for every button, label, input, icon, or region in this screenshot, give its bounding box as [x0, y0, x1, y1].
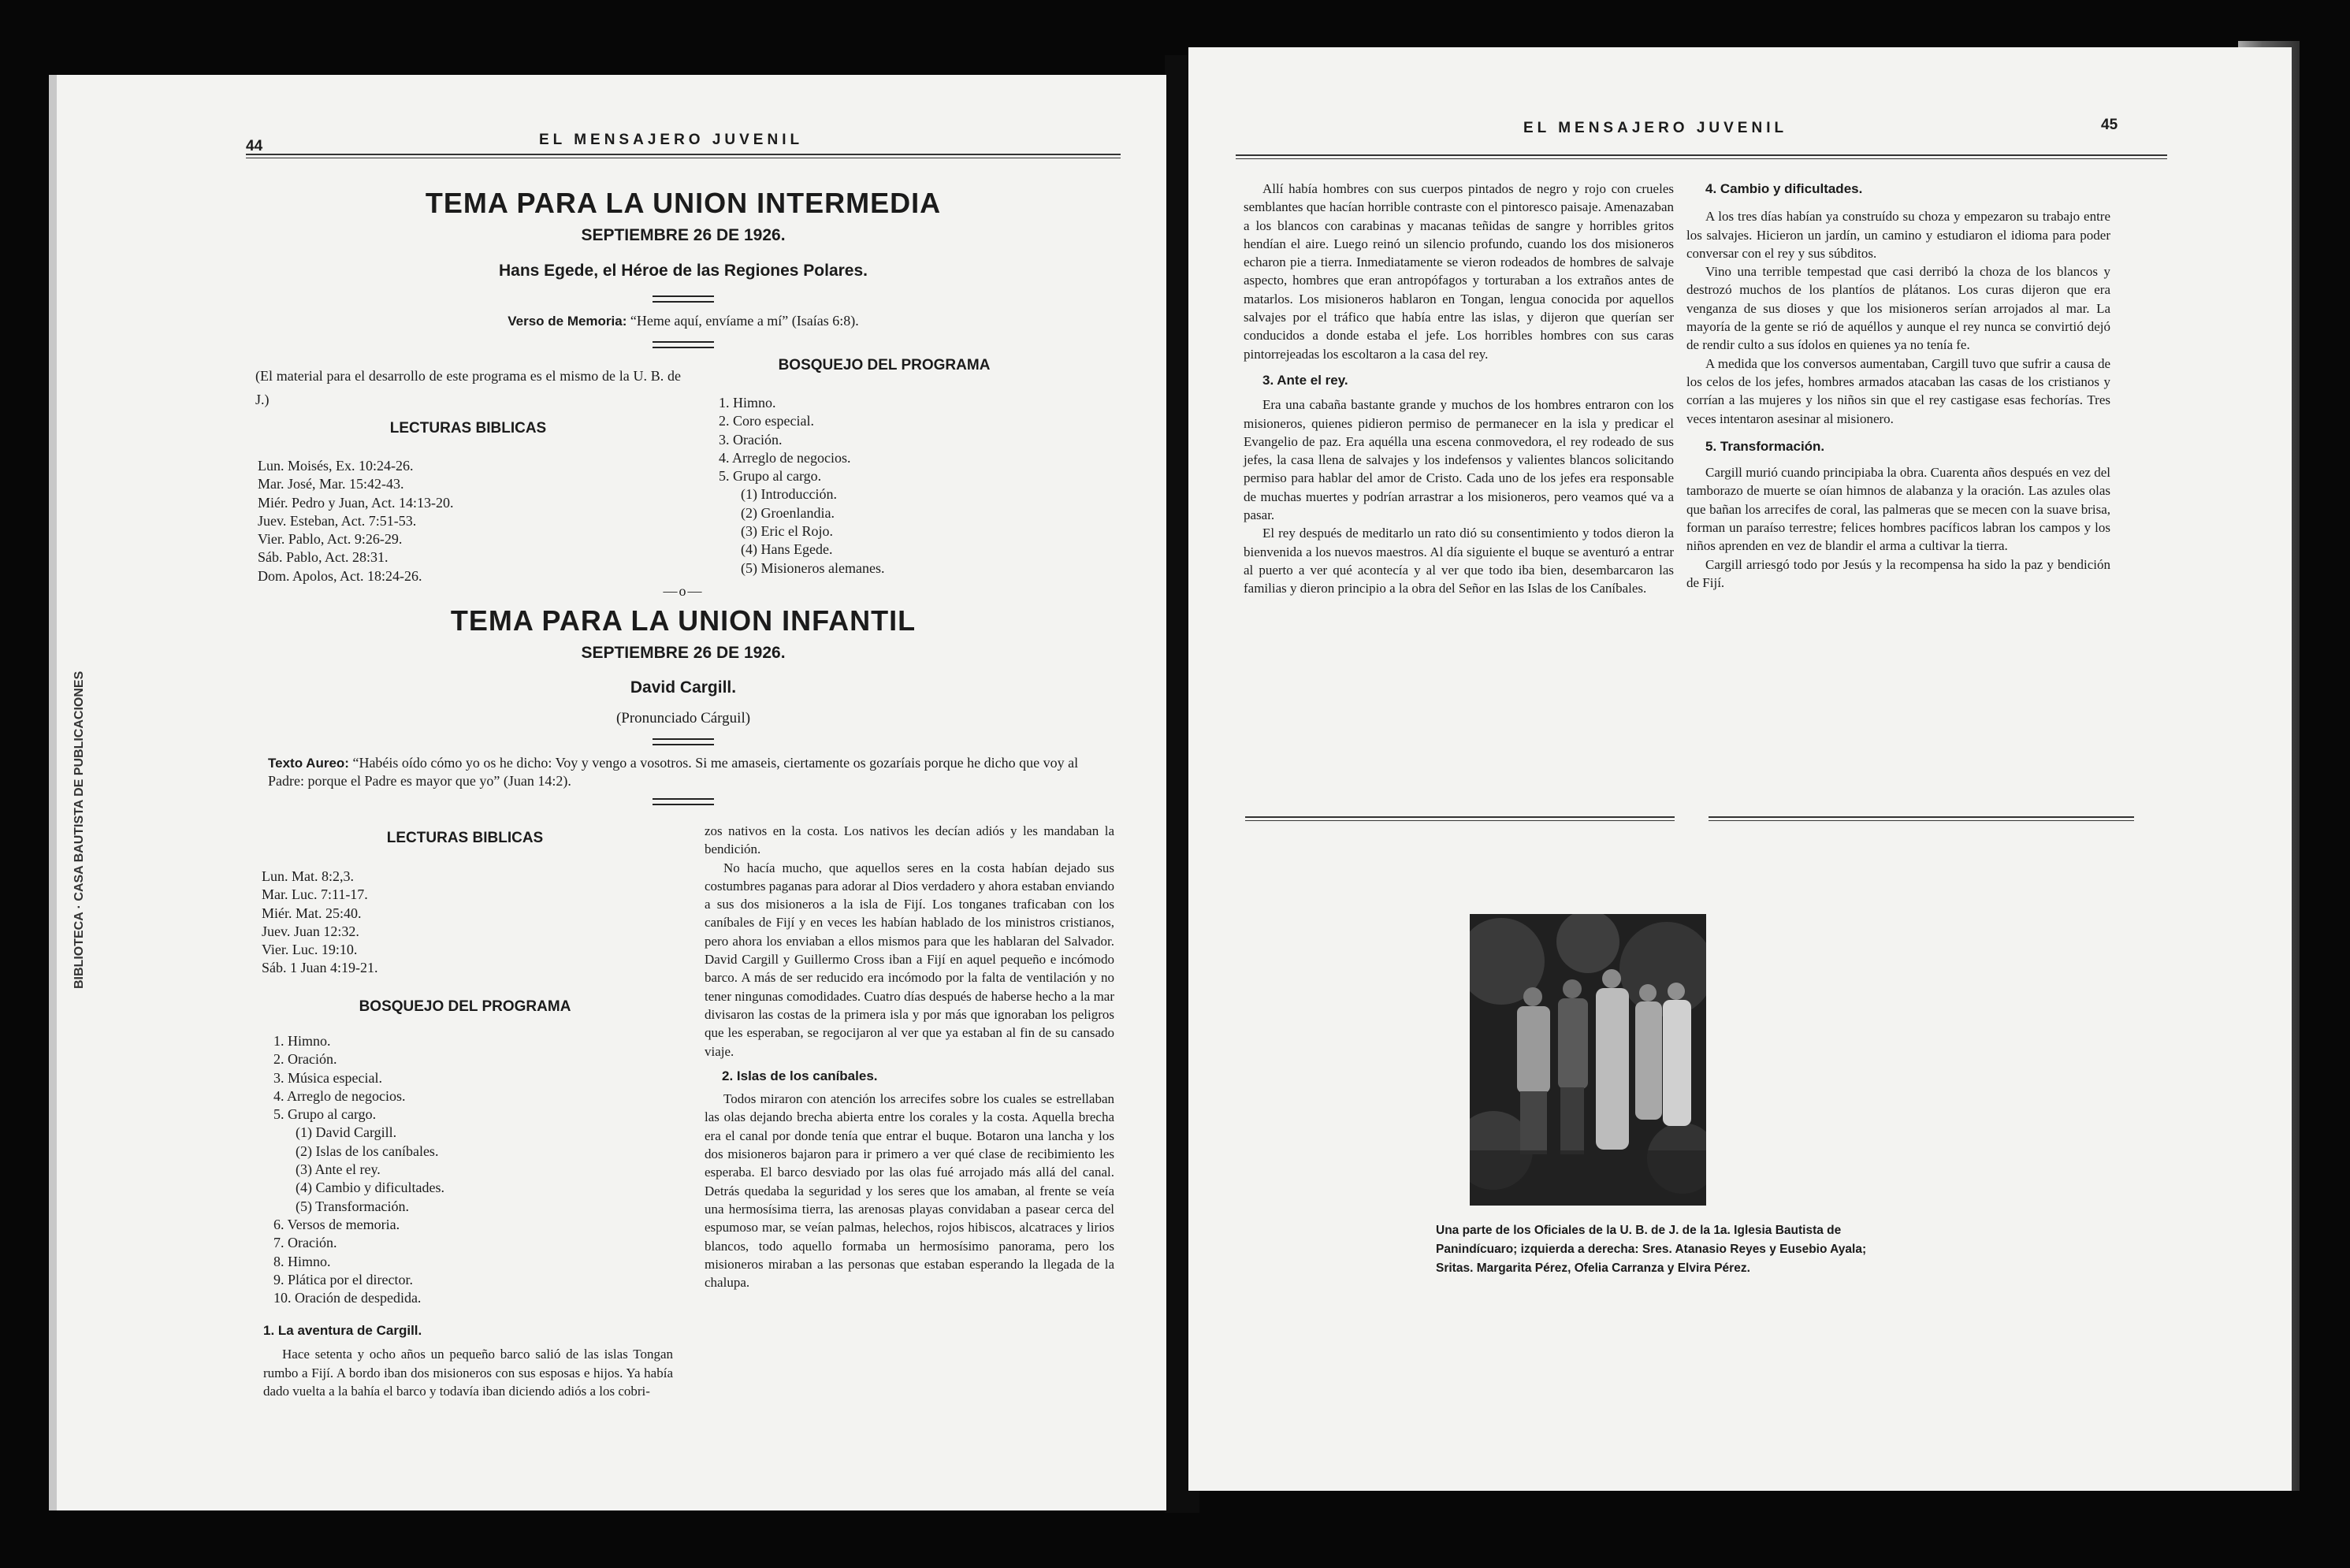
right-col1-story: [1244, 180, 1674, 598]
intermedia-subject: Hans Egede, el Héroe de las Regiones Polares.: [498, 262, 868, 280]
infantil-outline-list: [273, 1032, 667, 1307]
r-col2-paragraph-3: A medida que los conversos aumentaban, Cargill tuvo que sufrir a causa de los celos de los jefes, hombres armados atacaban las casas de los cristianos y corrían a las mujeres y los niños sin que el rey castigase esas fechorías. Tres veces intentaron asesinar al misionero.: [1686, 355, 2110, 426]
end-rule-right: [1709, 816, 2134, 821]
right-column-story: [705, 822, 1114, 1291]
golden-text-label: Texto Aureo:: [268, 756, 349, 771]
section4-heading: 4. Cambio y dificultades.: [1705, 181, 1863, 196]
section2-heading: 2. Islas de los caníbales.: [722, 1068, 878, 1083]
page-number: 45: [2101, 117, 2118, 133]
list-item: Dom. Apolos, Act. 18:24-26.: [258, 567, 422, 584]
section1-heading: 1. La aventura de Cargill.: [263, 1323, 422, 1338]
col2-paragraph-3: Todos miraron con atención los arrecifes sobre los cuales se estrellaban las olas dejando brecha abierta entre los corales y la costa. Aquella brecha era el canal por donde tenía que entrar el buque. Botaron una lancha y los dos misioneros bajaron para ir primero a ver qué clase de recibimiento les esperaba. El barco desviado por las olas fué arrojado más allá del canal. Detrás quedaba la seguridad y los seres que los amaban, al frente se veía una hermosísima tierra, las arenosas playas convidaban a pasear cerca del espumoso mar, se veían palmas, helechos, rojos hibiscos, alcatraces y lirios blancos, todo aquello formaba un hermosísimo panorama, pero los misioneros miraban a las personas que estaban esperando la llegada de la chalupa.: [705, 1091, 1114, 1291]
r-col2-paragraph-2: Vino una terrible tempestad que casi derribó la choza de los blancos y destrozó muchos de los plantíos de plátanos. Los curas dijeron que era venganza de sus dioses y que los misioneros serían arrojados al mar. La mayoría de la gente se rió de aquéllos y aunque el rey nunca se convirtió dejó de rendir culto a sus ídolos en quienes ya no tenía fe.: [1686, 264, 2110, 353]
list-item: 9. Plática por el director.: [273, 1271, 413, 1287]
golden-text-body: “Habéis oído cómo yo os he dicho: Voy y vengo a vosotros. Si me amaseis, ciertamente os gozaríais porque he dicho que voy al Padre: porque el Padre es mayor que yo” (Juan 14:2).: [268, 755, 1079, 789]
list-item: Lun. Mat. 8:2,3.: [262, 868, 354, 884]
section5-heading: 5. Transformación.: [1705, 438, 1825, 454]
list-item: Sáb. Pablo, Act. 28:31.: [258, 549, 389, 566]
list-item: 1. Himno.: [273, 1033, 331, 1049]
intermedia-date: SEPTIEMBRE 26 DE 1926.: [581, 226, 786, 244]
left-page: [49, 75, 1166, 1510]
golden-text-rule: [653, 798, 714, 805]
r-col1-paragraph-1: Allí había hombres con sus cuerpos pintados de negro y rojo con crueles semblantes que hacían horrible contraste con el pintoresco paisaje. Amenazaban a los blancos con carabinas y macanas teñidas de sangre y horribles gritos hendían el aire. Luego reinó un silencio profundo, cuando los dos misioneros echaron pie a tierra. Inmediatamente se vieron rodeados de hombres de salvaje aspecto, hombres que eran antropófagos y torturaban a los extraños antes de matarlos. Los misioneros hablaron en Tongan, lengua conocida por aquellos salvajes por el tráfico que había entre las islas, y dijeron que querían ser conducidos a donde estaba el jefe. Los horribles hombres con sus caras pintorrejeadas los escoltaron a la casa del rey.: [1244, 181, 1674, 362]
list-item: Mar. José, Mar. 15:42-43.: [258, 476, 404, 492]
list-item: Miér. Pedro y Juan, Act. 14:13-20.: [258, 494, 454, 511]
photo-image: [1470, 914, 1706, 1206]
list-item: Juev. Esteban, Act. 7:51-53.: [258, 512, 417, 529]
r-col2-paragraph-4: Cargill murió cuando principiaba la obra. Cuarenta años después en vez del tamborazo de muerte se oían himnos de alabanza y la oración. Las azules olas que bañan los arrecifes de coral, las palmeras que se mecen con la suave brisa, forman un paraíso terrestre; felices hombres pacíficos labran los campos y los niños aprenden en vez de blandir el arma a cultivar la tierra.: [1686, 465, 2110, 554]
intermedia-readings-list: [258, 457, 652, 585]
title-rule: [653, 295, 714, 303]
infantil-title: TEMA PARA LA UNION INFANTIL: [450, 604, 917, 637]
golden-text: [268, 754, 1103, 790]
end-rule-left: [1245, 816, 1675, 821]
r-col2-paragraph-5: Cargill arriesgó todo por Jesús y la recompensa ha sido la paz y bendición de Fijí.: [1686, 556, 2110, 590]
verse-rule: [653, 341, 714, 348]
list-item: (3) Ante el rey.: [296, 1161, 381, 1178]
list-item: 3. Oración.: [719, 431, 783, 448]
header-rule: [246, 154, 1121, 158]
list-item: Sáb. 1 Juan 4:19-21.: [262, 960, 378, 976]
section-separator: —o—: [663, 583, 704, 599]
left-column-story: [263, 1321, 673, 1400]
list-item: Miér. Mat. 25:40.: [262, 905, 362, 921]
list-item: (2) Groenlandia.: [741, 504, 835, 521]
col2-paragraph-2: No hacía mucho, que aquellos seres en la costa habían dejado sus costumbres paganas para adorar al Dios verdadero y ahora estaban enviando a sus dos misioneros a la isla de Fijí. Los tonganes traficaban con los caníbales de Fijí y en veces les habían hablado de los ministros cristianos, pero ahora los enviaban a ellos mismos para que les hablaran del Salvador. David Cargill y Guillermo Cross iban a Fijí en aquel pequeño e incómodo barco. A más de ser reducido era incómodo por la falta de ventilación y no tener ningunas comodidades. Cuatro días después de haberse hecho a la mar divisaron las costas de la primera isla y por más que ignoraban los peligros que les esperaban, se regocijaron al ver que ya estaban al fin de su cansado viaje.: [705, 860, 1114, 1059]
list-item: Vier. Luc. 19:10.: [262, 942, 358, 958]
list-item: Vier. Pablo, Act. 9:26-29.: [258, 531, 403, 548]
list-item: 4. Arreglo de negocios.: [273, 1087, 406, 1104]
list-item: Juev. Juan 12:32.: [262, 923, 359, 939]
officers-photo: [1470, 914, 1706, 1206]
running-head: EL MENSAJERO JUVENIL: [1523, 120, 1788, 136]
r-col1-paragraph-2: Era una cabaña bastante grande y muchos de los hombres entraron con los misioneros, quienes pidieron permiso de permanecer en la isla y predicar el Evangelio de paz. Era aquélla una escena conmovedora, el rey rodeado de sus jefes, la casa llena de salvajes y los indefensos y valientes blancos solicitando permiso para hablar del amor de Cristo. Cada uno de los jefes era responsable de muchas muertes y podrían arrastrar a los misioneros, pero veamos qué va a pasar.: [1244, 397, 1674, 523]
r-col1-paragraph-3: El rey después de meditarlo un rato dió su consentimiento y todos dieron la bienvenida a los nuevos maestros. Al día siguiente el buque se aventuró a entrar al puerto a ver qué acontecía y al ver que todo iba bien, desembarcaron las familias y dieron principio a la obra del Señor en las Islas de los Caníbales.: [1244, 526, 1674, 596]
list-item: 6. Versos de memoria.: [273, 1216, 400, 1232]
infantil-readings-heading: LECTURAS BIBLICAS: [386, 830, 544, 846]
list-item: 4. Arreglo de negocios.: [719, 449, 851, 466]
list-item: Mar. Luc. 7:11-17.: [262, 886, 368, 903]
infantil-outline-heading: BOSQUEJO DEL PROGRAMA: [359, 998, 571, 1015]
list-item: 2. Oración.: [273, 1051, 337, 1068]
section3-heading: 3. Ante el rey.: [1262, 372, 1348, 388]
spine-stamp: BIBLIOTECA · CASA BAUTISTA DE PUBLICACIONES: [73, 671, 86, 989]
list-item: (3) Eric el Rojo.: [741, 523, 833, 540]
running-head: EL MENSAJERO JUVENIL: [539, 132, 804, 148]
col2-paragraph-1: zos nativos en la costa. Los nativos les decían adiós y les mandaban la bendición.: [705, 823, 1114, 857]
infantil-rule: [653, 738, 714, 745]
memory-verse-text: “Heme aquí, envíame a mí” (Isaías 6:8).: [630, 313, 859, 329]
list-item: (1) Introducción.: [741, 486, 837, 503]
infantil-date: SEPTIEMBRE 26 DE 1926.: [581, 644, 786, 662]
list-item: (5) Misioneros alemanes.: [741, 559, 885, 576]
section1-text: Hace setenta y ocho años un pequeño barco salió de las islas Tongan rumbo a Fijí. A bordo iban dos misioneros con sus esposas e hijos. Ya había dado vuelta a la bahía el barco y todavía iban diciendo adiós a los cobri-: [263, 1347, 673, 1399]
intermedia-title: TEMA PARA LA UNION INTERMEDIA: [425, 187, 942, 219]
photo-caption: Una parte de los Oficiales de la U. B. de J. de la 1a. Iglesia Bautista de Panindícuaro; izquierda a derecha: Sres. Atanasio Reyes y Eusebio Ayala; Sritas. Margarita Pérez, Ofelia Carranza y Elvira Pérez.: [1436, 1224, 1867, 1275]
infantil-subject: David Cargill.: [630, 678, 737, 697]
header-rule: [1236, 154, 2167, 159]
right-col2-story: [1686, 180, 2110, 592]
infantil-readings-list: [262, 868, 656, 978]
r-col2-paragraph-1: A los tres días habían ya construído su choza y empezaron su trabajo entre los salvajes. Hicieron un jardín, un camino y estudiaron el idioma para poder conversar con el rey y sus súbditos.: [1686, 209, 2110, 261]
list-item: 1. Himno.: [719, 395, 776, 411]
list-item: 10. Oración de despedida.: [273, 1290, 422, 1306]
list-item: 7. Oración.: [273, 1235, 337, 1251]
list-item: 5. Grupo al cargo.: [273, 1106, 377, 1123]
intermedia-outline-heading: BOSQUEJO DEL PROGRAMA: [778, 357, 991, 373]
page-number: 44: [246, 138, 263, 154]
list-item: 5. Grupo al cargo.: [719, 468, 822, 485]
list-item: (5) Transformación.: [296, 1198, 409, 1214]
list-item: 2. Coro especial.: [719, 413, 814, 429]
memory-verse: [246, 313, 1121, 329]
intermedia-note: (El material para el desarrollo de este programa es el mismo de la U. B. de J.): [255, 368, 681, 407]
list-item: Lun. Moisés, Ex. 10:24-26.: [258, 458, 414, 474]
list-item: 8. Himno.: [273, 1253, 331, 1269]
intermedia-outline-list: [719, 394, 1050, 578]
list-item: (4) Cambio y dificultades.: [296, 1180, 444, 1196]
infantil-pronunciation: (Pronunciado Cárguil): [615, 710, 751, 726]
list-item: (1) David Cargill.: [296, 1124, 397, 1141]
memory-verse-label: Verso de Memoria:: [508, 314, 627, 329]
list-item: (2) Islas de los caníbales.: [296, 1143, 439, 1159]
list-item: (4) Hans Egede.: [741, 541, 833, 558]
intermedia-readings-heading: LECTURAS BIBLICAS: [389, 420, 547, 437]
list-item: 3. Música especial.: [273, 1069, 382, 1086]
